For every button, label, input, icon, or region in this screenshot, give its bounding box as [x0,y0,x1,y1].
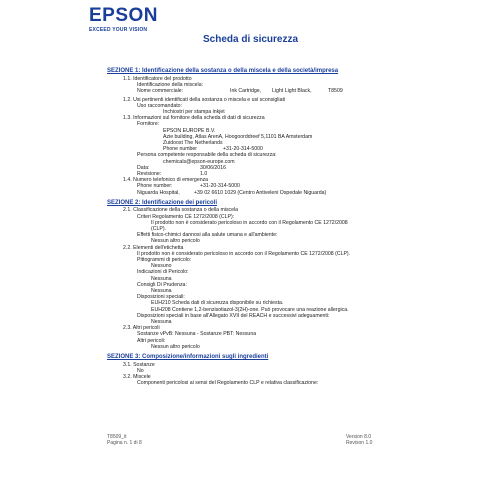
section-1-heading: SEZIONE 1: Identificazione della sostanza o della miscela e della società/impresa [107,68,339,74]
s1-line: Fornitore: [137,121,160,128]
phone-value: +31-20-314-5000 [223,146,263,153]
s2-line: Disposizioni speciali: [137,294,185,301]
date-label: Data: [137,164,150,171]
s2-line: Nessuno [151,263,172,270]
s2-line: Pittogrammi di pericolo: [137,256,192,263]
s1-trade-name-row [107,88,377,94]
footer-revision: Revison 1.0 [346,440,373,446]
s1-line: 1.3. Informazioni sul fornitore della scheda di dati di sicurezza [123,115,265,122]
s2-line: 2.3. Altri pericoli [123,325,160,332]
s2-line: Nessun altro pericolo [151,343,200,350]
footer-left [107,434,142,446]
s1-line: Uso raccomandato: [137,102,182,109]
s1-line: 1.4. Numero telefonico di emergenza [123,177,209,184]
trade-name-value: Ink Cartridge, [230,87,262,94]
logo-wordmark: EPSON [89,5,159,26]
s2-line: Disposizioni speciali in base all'Allegato XVII del REACH e successivi adeguamenti: [137,312,330,319]
s2-line: Nessuna [151,275,172,282]
date-value: 30/06/2016 [200,164,226,171]
footer-version: Version 8.0 [346,434,372,440]
trade-name-color: Light Light Black, [272,87,312,94]
s1-line: Zuidoost The Netherlands [163,140,223,147]
s1-line: Identificazione della miscela: [137,81,204,88]
hospital-value: +39 02 6610 1029 (Centro Antiveleni Ospedale Niguarda) [194,189,327,196]
s2-line: Effetti fisico-chimici dannosi alla salute umana e all'ambiente: [137,232,278,239]
emergency-phone-value: +31-20-314-5000 [200,183,240,190]
s1-hospital-row [107,190,377,196]
revision-value: 1.0 [200,171,208,178]
s2-line: Criteri Regolamento CE 1272/2008 (CLP): [137,213,235,220]
logo-tagline: EXCEED YOUR VISION [89,27,148,33]
s2-line: Nessuna [151,319,172,326]
s1-line: Azie building, Atlas ArenA, Hoogoorddreef 5,1101 BA Amsterdam [163,133,313,140]
s2-line: Nessun altro pericolo [151,238,200,245]
emergency-phone-label: Phone number: [137,183,173,190]
hospital-label: Niguarda Hospital, [137,189,180,196]
s2-line: Il prodotto non è considerato pericoloso in accordo con il Regolamento CE 1272/2008 [151,219,348,226]
phone-label: Phone number [163,146,198,153]
s2-line: (CLP). [151,225,166,232]
s2-line: 2.2. Elementi dell'etichetta [123,244,184,251]
s2-line: Indicazioni di Pericolo: [137,269,189,276]
footer-page-number: Pagina n. 1 di 8 [107,440,142,446]
s2-line: Consigli Di Prudenza: [137,281,187,288]
s2-line: 2.1. Classificazione della sostanza o della miscela [123,207,239,214]
s1-line: 1.1. Identificatore del prodotto [123,75,192,82]
trade-name-code: T8509 [328,87,343,94]
s3-line: 3.2. Miscele [123,373,151,380]
s2-line: EUH210 Scheda dati di sicurezza disponibile su richiesta. [151,300,284,307]
epson-logo [89,6,159,33]
s3-line: Componenti pericolosi ai sensi del Regolamento CLP e relativa classificazione: [137,380,319,387]
section-2-heading: SEZIONE 2: Identificazione dei pericoli [107,199,218,206]
s1-line: Inchiostri per stampa inkjet [163,109,225,116]
s3-line: 3.1. Sostanze [123,361,155,368]
s2-line: Il prodotto non è considerato pericoloso in accordo con il Regolamento CE 1272/2008 (CLP). [137,250,351,257]
document-title: Scheda di sicurezza [203,34,299,45]
s1-email: chemicals@epson-europe.com [163,158,235,165]
trade-name-label: Nome commerciale: [137,87,184,94]
s1-line: 1.2. Usi pertinenti identificati della sostanza o miscela e usi sconsigliati [123,96,286,103]
s2-line: Sostanze vPvB: Nessuna - Sostanze PBT: Nessuna [137,331,257,338]
s2-line: EUH208 Contiene 1,2-benzisotiazol-3(2H)-one. Può provocare una reazione allergica. [151,306,349,313]
s1-line: Persona competente responsabile della scheda di sicurezza: [137,152,277,159]
section-3-heading: SEZIONE 3: Composizione/informazioni sugli ingredienti [107,354,269,361]
revision-label: Revisione: [137,171,162,178]
document-body [107,64,377,386]
s2-line: Nessuna [151,288,172,294]
s1-line: EPSON EUROPE B.V. [163,127,216,134]
footer-doc-code: T8509_it [107,434,127,440]
s3-line: No [137,367,144,374]
footer-right [346,434,372,446]
s2-line: Altri pericoli: [137,337,166,344]
